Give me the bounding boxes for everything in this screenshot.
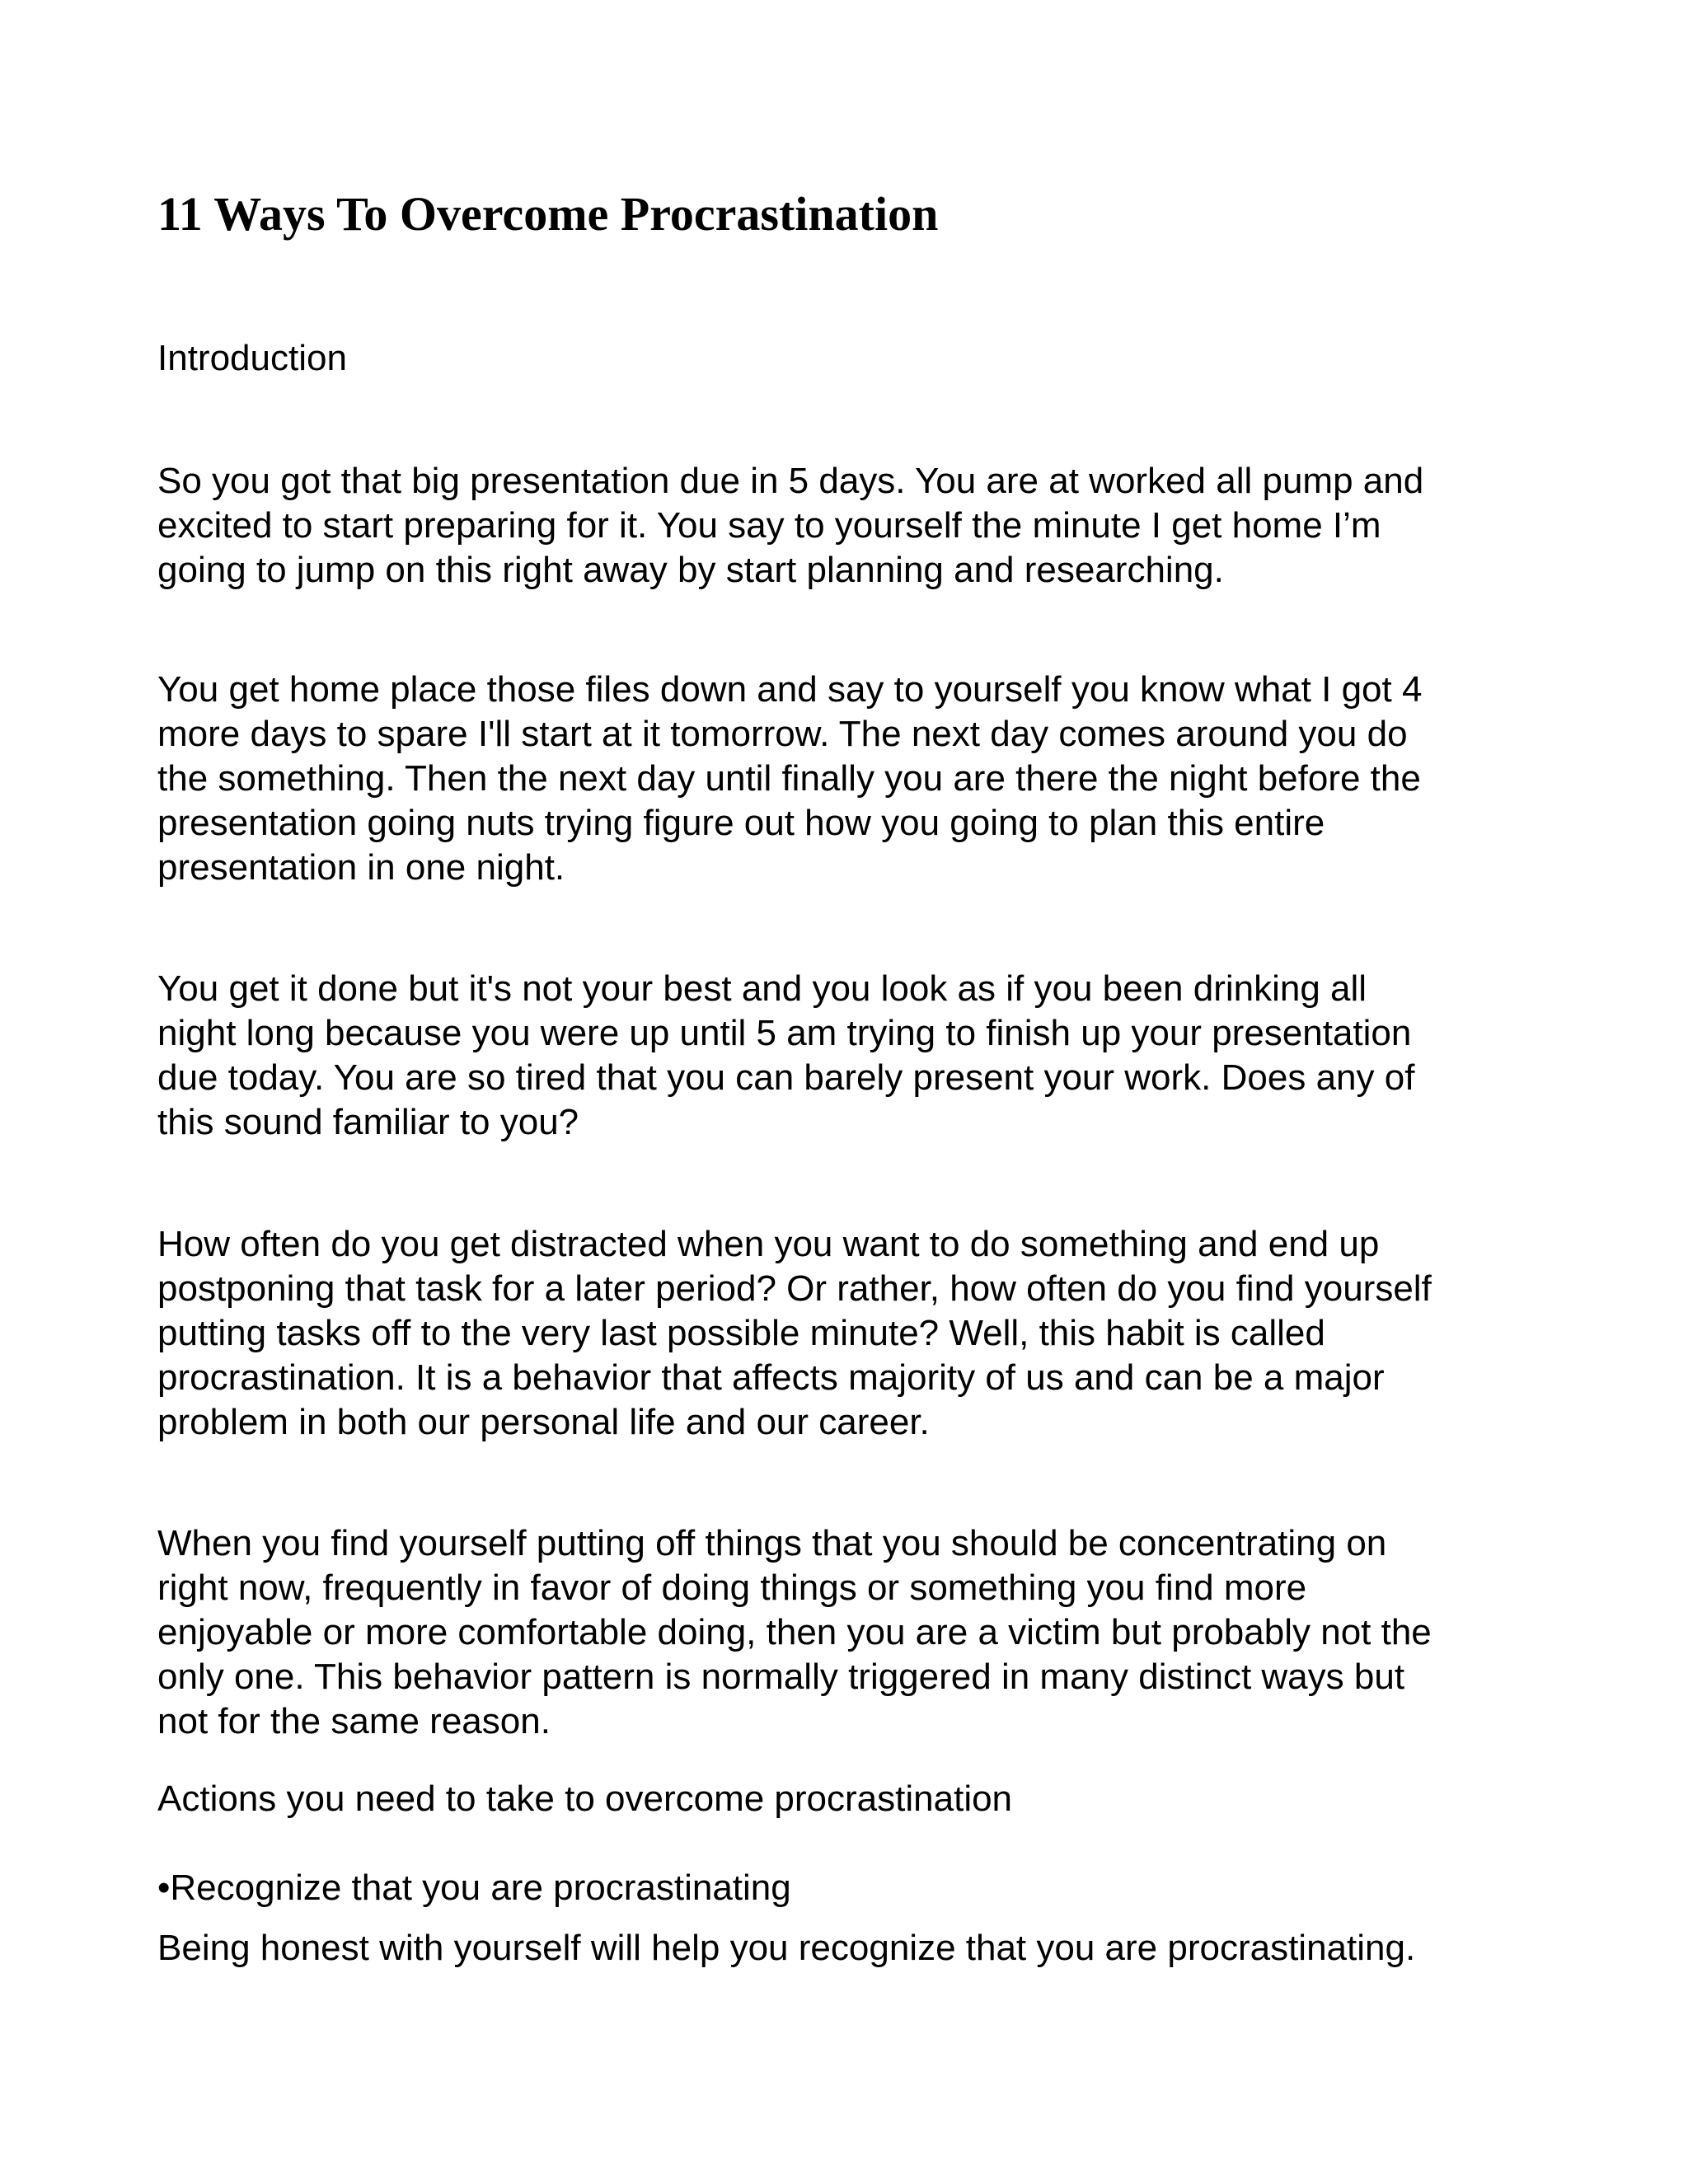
paragraph-line: You get home place those files down and say to yourself you know what I got 4 (157, 669, 1423, 710)
paragraph-line: the something. Then the next day until finally you are there the night before the (157, 758, 1421, 799)
paragraph-line: How often do you get distracted when you want to do something and end up (157, 1224, 1380, 1264)
document-title: 11 Ways To Overcome Procrastination (157, 187, 939, 241)
paragraph-line: this sound familiar to you? (157, 1102, 579, 1142)
paragraph-line: When you find yourself putting off things that you should be concentrating on (157, 1523, 1387, 1563)
paragraph-line: night long because you were up until 5 am trying to finish up your presentation (157, 1013, 1412, 1053)
intro-heading: Introduction (157, 338, 347, 378)
paragraph-line: due today. You are so tired that you can barely present your work. Does any of (157, 1057, 1415, 1098)
paragraph-line: putting tasks off to the very last possible minute? Well, this habit is called (157, 1313, 1325, 1353)
paragraph-5 (157, 1521, 1559, 1744)
paragraph-line: more days to spare I'll start at it tomorrow. The next day comes around you do (157, 714, 1408, 754)
paragraph-line: procrastination. It is a behavior that affects majority of us and can be a major (157, 1357, 1385, 1398)
paragraph-line: going to jump on this right away by start planning and researching. (157, 550, 1224, 590)
paragraph-line: not for the same reason. (157, 1701, 551, 1741)
bullet-item-recognize: •Recognize that you are procrastinating (157, 1868, 791, 1908)
paragraph-line: presentation in one night. (157, 847, 565, 888)
actions-heading: Actions you need to take to overcome procrastination (157, 1779, 1013, 1819)
paragraph-1 (157, 459, 1559, 593)
paragraph-2 (157, 668, 1559, 890)
bullet-item-text: Being honest with yourself will help you recognize that you are procrastinating. (157, 1928, 1416, 1968)
paragraph-line: So you got that big presentation due in 5 days. You are at worked all pump and (157, 461, 1424, 501)
paragraph-4 (157, 1222, 1559, 1445)
paragraph-line: excited to start preparing for it. You say to yourself the minute I get home I’m (157, 505, 1381, 546)
paragraph-line: You get it done but it's not your best and you look as if you been drinking all (157, 968, 1367, 1009)
paragraph-line: only one. This behavior pattern is normally triggered in many distinct ways but (157, 1657, 1405, 1697)
paragraph-line: postponing that task for a later period? Or rather, how often do you find yourself (157, 1268, 1432, 1309)
paragraph-line: right now, frequently in favor of doing things or something you find more (157, 1568, 1307, 1608)
paragraph-line: enjoyable or more comfortable doing, then you are a victim but probably not the (157, 1612, 1432, 1652)
paragraph-3 (157, 967, 1559, 1145)
paragraph-line: presentation going nuts trying figure out how you going to plan this entire (157, 803, 1325, 843)
paragraph-line: problem in both our personal life and our career. (157, 1402, 930, 1442)
